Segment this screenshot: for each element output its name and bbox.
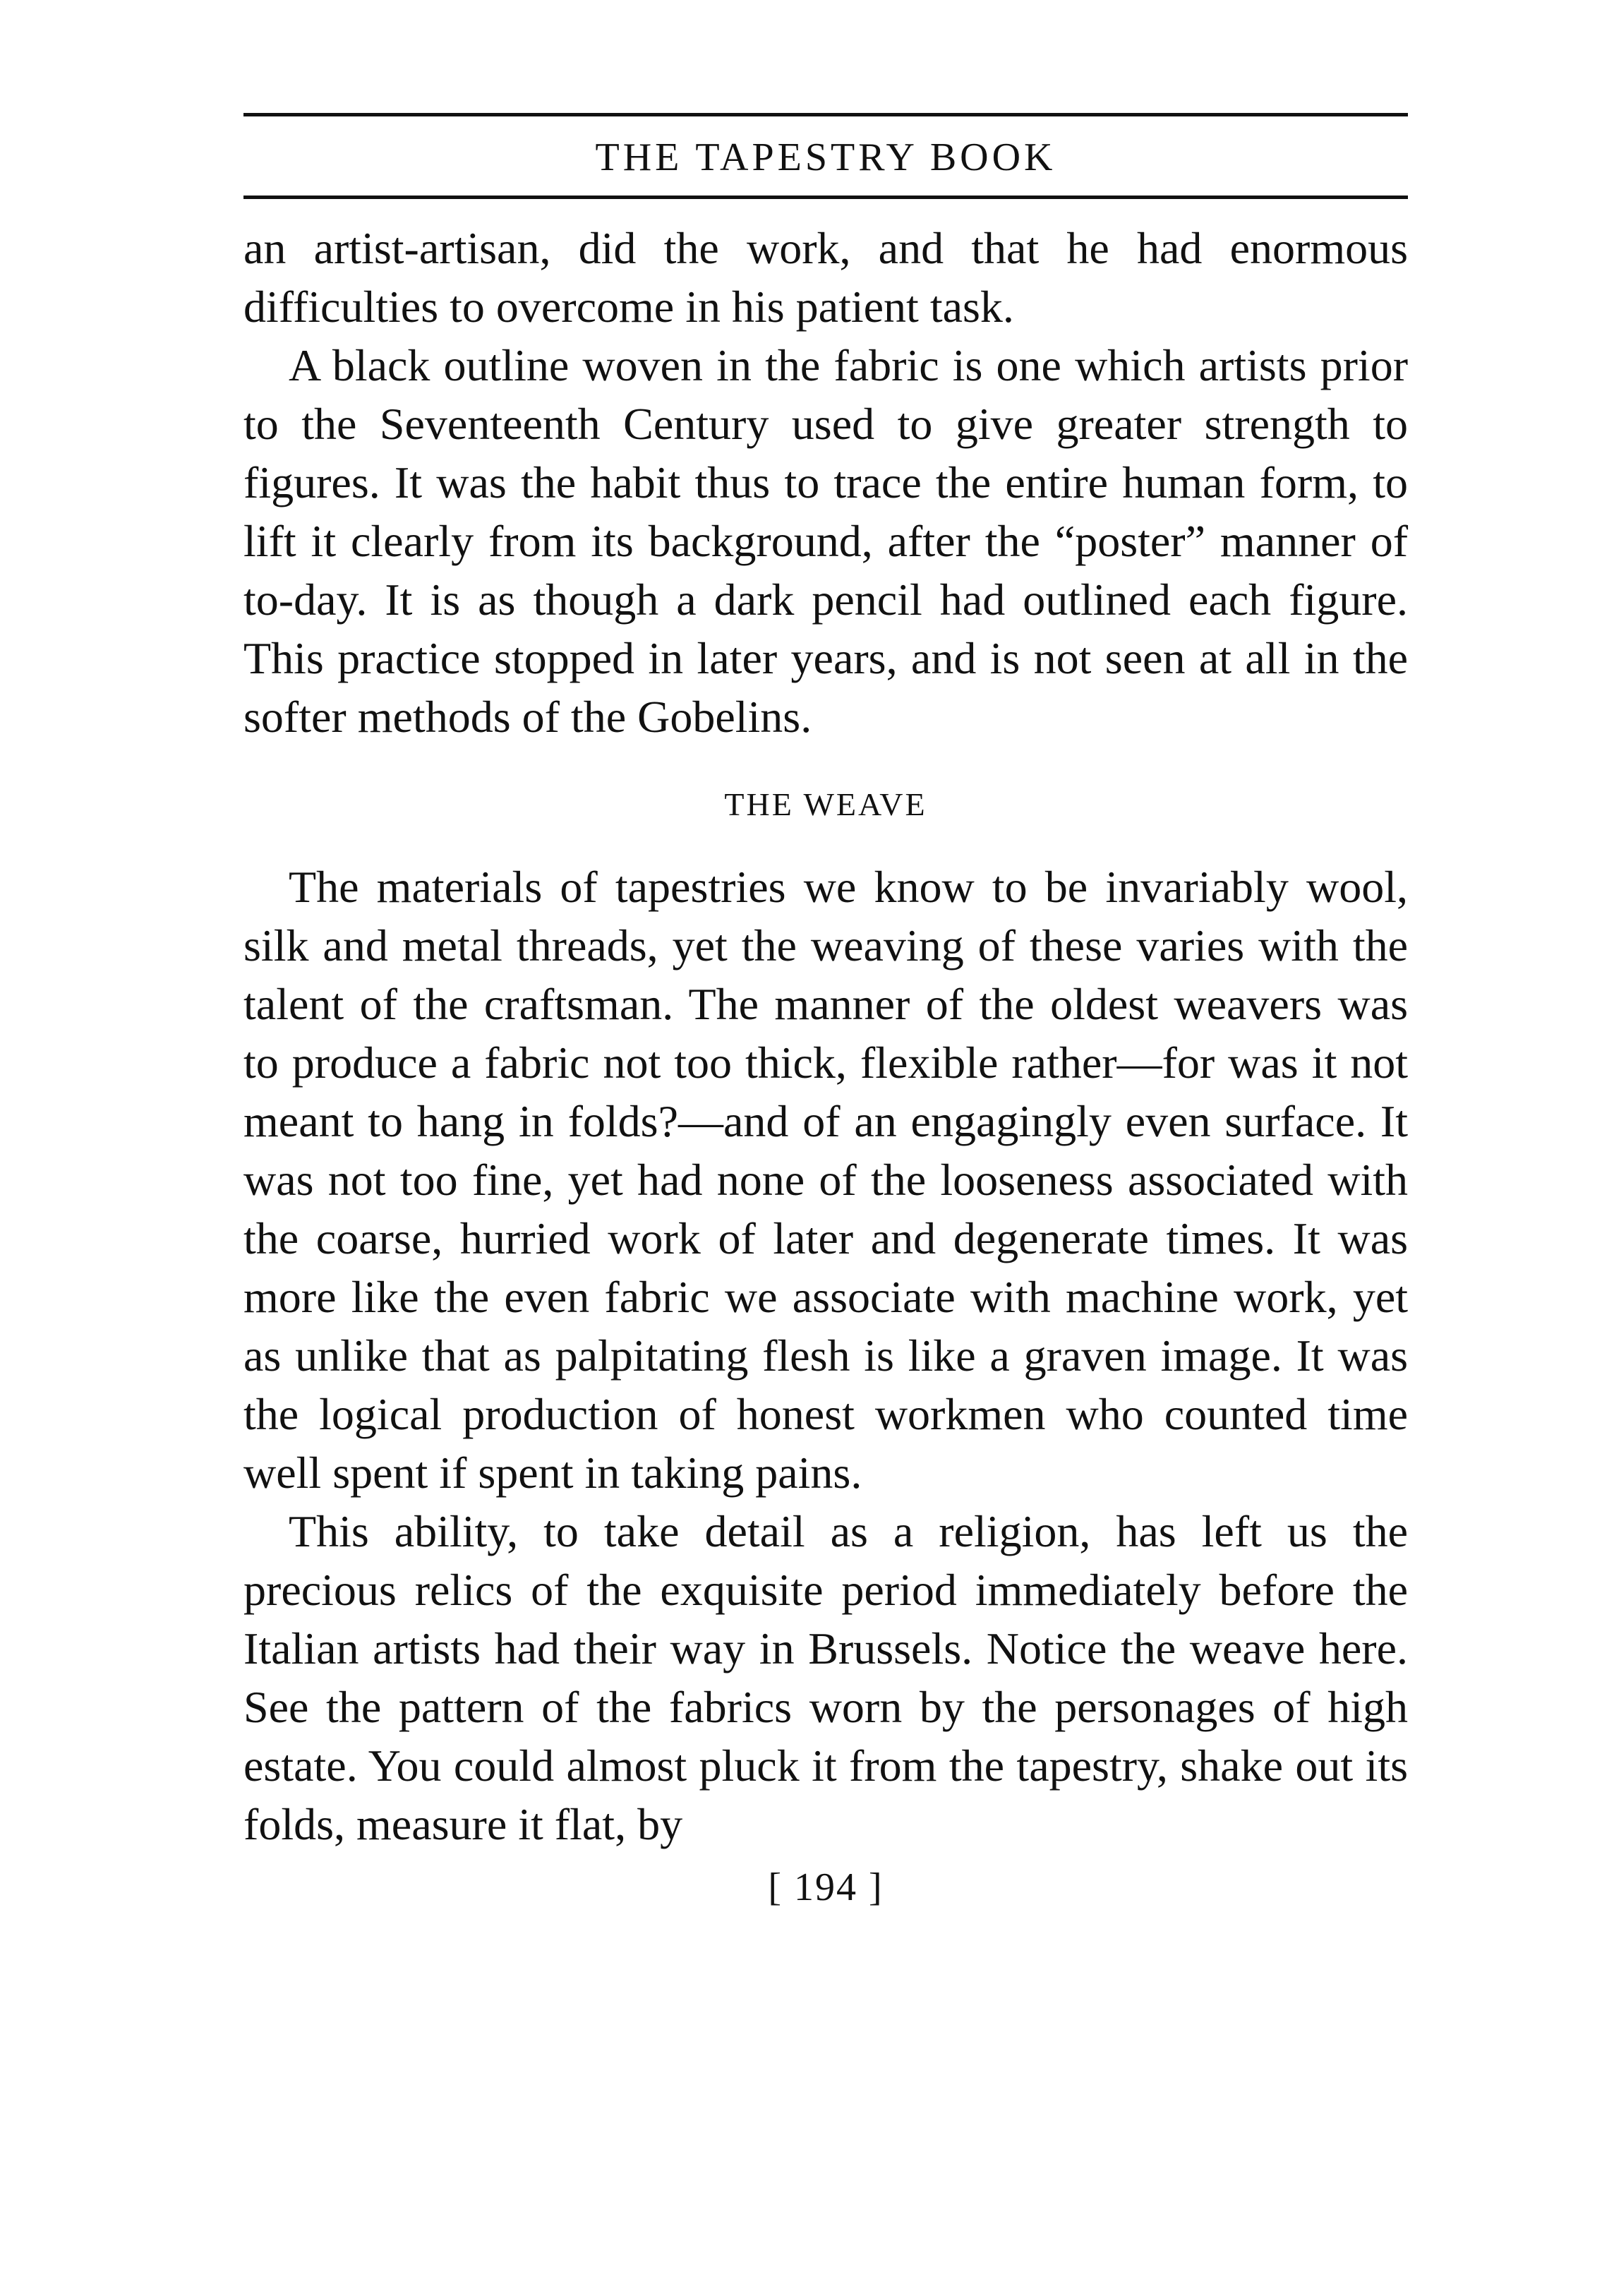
book-page	[243, 113, 1408, 1907]
header-rule-bottom	[243, 196, 1408, 199]
running-head: THE TAPESTRY BOOK	[595, 136, 1056, 179]
paragraph-detail-religion: This ability, to take detail as a religion, has left us the precious relics of the exquisite period immediately before the Italian artists had their way in Brussels. Notice the weave here. See the pattern of the fabrics worn by the personages of high estate. You could almost pluck it from the tapestry, shake out its folds, measure it flat, by	[243, 1506, 1408, 1849]
body-text	[243, 219, 1408, 1853]
paragraph-black-outline: A black outline woven in the fabric is one which artists prior to the Seventeenth Century used to give greater strength to figures. It was the habit thus to trace the entire human form, to lift it clearly from its background, after the “poster” manner of to-day. It is as though a dark pencil had outlined each figure. This practice stopped in later years, and is not seen at all in the softer methods of the Gobelins.	[243, 340, 1408, 742]
section-heading: THE WEAVE	[724, 786, 927, 822]
header-rule-top	[243, 113, 1408, 116]
page-number: [ 194 ]	[768, 1865, 884, 1909]
paragraph-materials: The materials of tapestries we know to be invariably wool, silk and metal threads, yet the weaving of these varies with the talent of the craftsman. The manner of the oldest weavers was to produce a fabric not too thick, flexible rather—for was it not meant to hang in folds?—and of an engagingly even surface. It was not too fine, yet had none of the looseness associated with the coarse, hurried work of later and degenerate times. It was more like the even fabric we associate with machine work, yet as unlike that as palpitating flesh is like a graven image. It was the logical production of honest workmen who counted time well spent if spent in taking pains.	[243, 862, 1408, 1498]
paragraph-continuation: an artist-artisan, did the work, and that he had enormous difficulties to overcome in his patient task.	[243, 223, 1408, 332]
